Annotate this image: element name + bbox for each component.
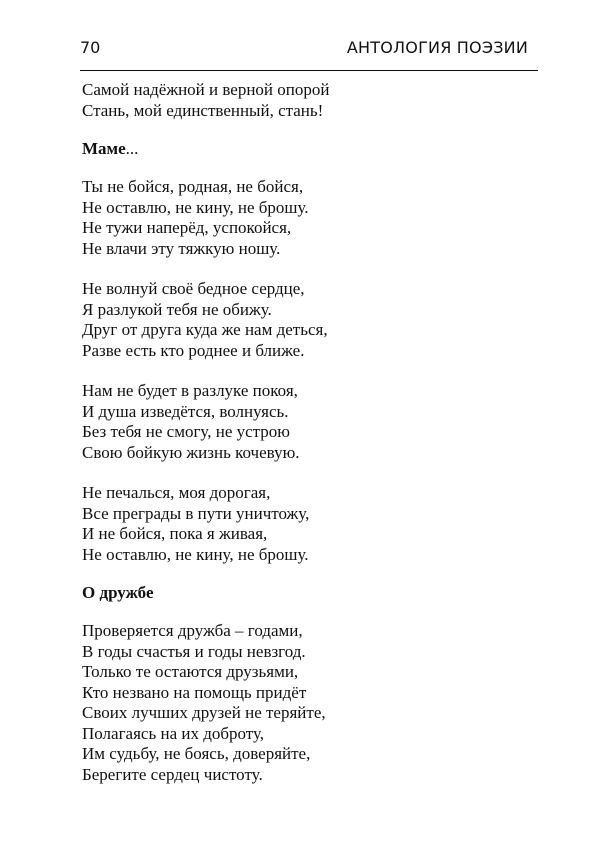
poem-line: Не волнуй своё бедное сердце,: [82, 279, 305, 298]
poem-line: Не оставлю, не кину, не брошу.: [82, 544, 309, 564]
poem-line: Свою бойкую жизнь кочевую.: [82, 442, 300, 462]
poem-line: Друг от друга куда же нам деться,: [82, 320, 328, 339]
poem-line: Нам не будет в разлуке покоя,: [82, 381, 298, 400]
poem-line: Своих лучших друзей не теряйте,: [82, 703, 326, 722]
poem-line: Берегите сердец чистоту.: [82, 764, 263, 784]
page-header: [80, 36, 538, 71]
poem-line: Только те остаются друзьями,: [82, 662, 299, 681]
poem-line: Кто незвано на помощь придёт: [82, 682, 307, 702]
poem-line: Полагаясь на их доброту,: [82, 723, 265, 743]
stanza: [82, 177, 542, 259]
running-title: АНТОЛОГИЯ ПОЭЗИИ: [346, 38, 528, 57]
page-content: [82, 80, 542, 805]
poem-title-o-druzhbe: [82, 583, 542, 603]
stanza: [82, 483, 542, 565]
poem-line: Не влачи эту тяжкую ношу.: [82, 238, 281, 258]
poem-line: Им судьбу, не боясь, доверяйте,: [82, 744, 311, 763]
poem-line: Все преграды в пути уничтожу,: [82, 503, 310, 523]
poem-title-text: О дружбе: [82, 583, 154, 602]
poem-line: Я разлукой тебя не обижу.: [82, 299, 272, 319]
poem-title-mame: [82, 139, 542, 159]
poem-line: Стань, мой единственный, стань!: [82, 100, 324, 120]
poem-line: И душа изведётся, волнуясь.: [82, 401, 289, 421]
poem-title-suffix: ...: [125, 139, 139, 158]
page-number: 70: [80, 38, 101, 57]
poem-line: Не печалься, моя дорогая,: [82, 483, 271, 502]
poem-line: Проверяется дружба – годами,: [82, 621, 303, 640]
poem-line: Не оставлю, не кину, не брошу.: [82, 197, 309, 217]
poem-line: Не тужи наперёд, успокойся,: [82, 218, 292, 237]
stanza: [82, 381, 542, 463]
poem-line: В годы счастья и годы невзгод.: [82, 641, 306, 661]
poem-line: Ты не бойся, родная, не бойся,: [82, 177, 304, 196]
poem-line: Без тебя не смогу, не устрою: [82, 422, 290, 441]
poem-title-text: Маме: [82, 139, 126, 158]
continuation-stanza: [82, 80, 542, 121]
stanza: [82, 621, 542, 785]
poem-line: И не бойся, пока я живая,: [82, 524, 268, 543]
poem-line: Самой надёжной и верной опорой: [82, 80, 330, 99]
poem-line: Разве есть кто роднее и ближе.: [82, 340, 305, 360]
stanza: [82, 279, 542, 361]
